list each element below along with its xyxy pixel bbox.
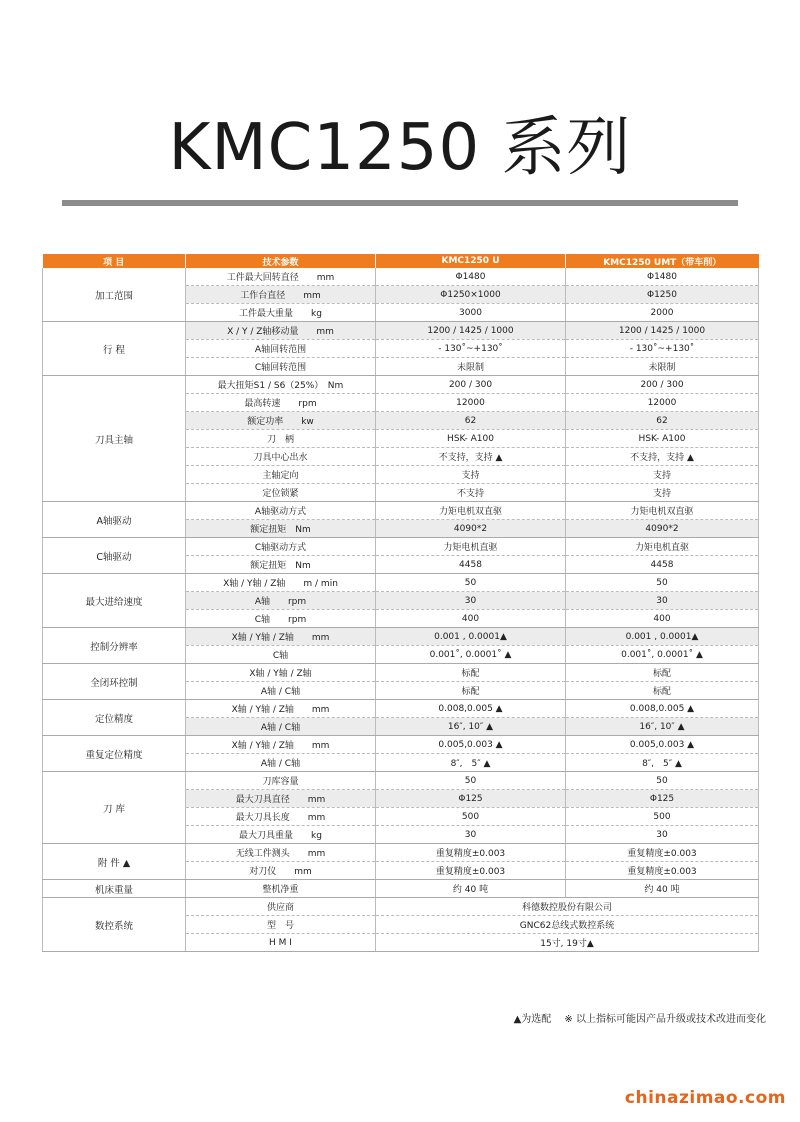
param-cell: 最大扭矩S1 / S6（25%） Nm [186,376,376,394]
page-title: KMC1250 系列 [168,111,632,185]
param-cell: C轴 rpm [186,610,376,628]
value-umt-cell: 重复精度±0.003 [566,862,759,880]
value-u-cell: 12000 [376,394,566,412]
table-row [43,376,759,394]
value-u-cell: 8″, 5″ ▲ [376,754,566,772]
value-u-cell: 重复精度±0.003 [376,862,566,880]
header-kmc1250-u: KMC1250 U [376,254,566,268]
value-u-cell: 500 [376,808,566,826]
table-row [43,322,759,340]
value-umt-cell: 约 40 吨 [566,880,759,898]
value-u-cell: 3000 [376,304,566,322]
value-umt-cell: 标配 [566,682,759,700]
param-cell: 额定扭矩 Nm [186,520,376,538]
param-cell: 定位锁紧 [186,484,376,502]
param-cell: 工作台直径 mm [186,286,376,304]
param-cell: 主轴定向 [186,466,376,484]
category-cell: 控制分辨率 [43,628,186,664]
param-cell: 刀 柄 [186,430,376,448]
value-umt-cell: 4458 [566,556,759,574]
value-umt-cell: HSK- A100 [566,430,759,448]
header-item: 项 目 [43,254,186,268]
value-u-cell: 1200 / 1425 / 1000 [376,322,566,340]
value-u-cell: 不支持，支持 ▲ [376,448,566,466]
param-cell: 供应商 [186,898,376,916]
value-umt-cell: 16″, 10″ ▲ [566,718,759,736]
param-cell: X / Y / Z轴移动量 mm [186,322,376,340]
value-umt-cell: Φ125 [566,790,759,808]
value-u-cell: Φ1250×1000 [376,286,566,304]
param-cell: 工件最大回转直径 mm [186,268,376,286]
table-row [43,880,759,898]
value-umt-cell: 4090*2 [566,520,759,538]
value-umt-cell: 力矩电机双直驱 [566,502,759,520]
param-cell: 额定功率 kw [186,412,376,430]
value-u-cell: 0.008,0.005 ▲ [376,700,566,718]
value-u-cell: 不支持 [376,484,566,502]
param-cell: X轴 / Y轴 / Z轴 [186,664,376,682]
category-cell: 定位精度 [43,700,186,736]
param-cell: X轴 / Y轴 / Z轴 mm [186,700,376,718]
value-umt-cell: 重复精度±0.003 [566,844,759,862]
table-row [43,628,759,646]
param-cell: A轴 / C轴 [186,754,376,772]
value-umt-cell: 400 [566,610,759,628]
category-cell: 全闭环控制 [43,664,186,700]
category-cell: 附 件 ▲ [43,844,186,880]
value-umt-cell: Φ1480 [566,268,759,286]
param-cell: C轴回转范围 [186,358,376,376]
param-cell: 最大刀具长度 mm [186,808,376,826]
table-row [43,664,759,682]
param-cell: A轴 / C轴 [186,718,376,736]
value-u-cell: 约 40 吨 [376,880,566,898]
value-umt-cell: 支持 [566,466,759,484]
value-u-cell: 重复精度±0.003 [376,844,566,862]
param-cell: 无线工件测头 mm [186,844,376,862]
category-cell: 机床重量 [43,880,186,898]
header-kmc1250-umt: KMC1250 UMT（带车削） [566,254,759,268]
value-u-cell: 16″, 10″ ▲ [376,718,566,736]
category-cell: 最大进给速度 [43,574,186,628]
table-row [43,844,759,862]
category-cell: 数控系统 [43,898,186,952]
param-cell: A轴回转范围 [186,340,376,358]
category-cell: 刀具主轴 [43,376,186,502]
param-cell: H M I [186,934,376,952]
value-umt-cell: 0.008,0.005 ▲ [566,700,759,718]
value-u-cell: HSK- A100 [376,430,566,448]
value-umt-cell: 0.005,0.003 ▲ [566,736,759,754]
value-u-cell: Φ125 [376,790,566,808]
category-cell: A轴驱动 [43,502,186,538]
category-cell: 加工范围 [43,268,186,322]
value-u-cell: 力矩电机双直驱 [376,502,566,520]
value-u-cell: 支持 [376,466,566,484]
value-umt-cell: 500 [566,808,759,826]
value-umt-cell: 30 [566,592,759,610]
spec-table [42,254,759,952]
table-row [43,268,759,286]
category-cell: C轴驱动 [43,538,186,574]
value-u-cell: 200 / 300 [376,376,566,394]
param-cell: 最大刀具直径 mm [186,790,376,808]
value-umt-cell: 标配 [566,664,759,682]
param-cell: A轴 rpm [186,592,376,610]
value-umt-cell: Φ1250 [566,286,759,304]
param-cell: X轴 / Y轴 / Z轴 mm [186,628,376,646]
value-u-cell: 0.001 , 0.0001▲ [376,628,566,646]
value-u-cell: 62 [376,412,566,430]
table-row [43,898,759,916]
value-umt-cell: 力矩电机直驱 [566,538,759,556]
value-u-cell: 未限制 [376,358,566,376]
value-u-cell: 0.001˚, 0.0001˚ ▲ [376,646,566,664]
value-umt-cell: 不支持，支持 ▲ [566,448,759,466]
category-cell: 行 程 [43,322,186,376]
title-divider [62,200,738,206]
value-umt-cell: 0.001 , 0.0001▲ [566,628,759,646]
value-umt-cell: - 130˚~+130˚ [566,340,759,358]
value-umt-cell: 30 [566,826,759,844]
param-cell: C轴 [186,646,376,664]
param-cell: 刀库容量 [186,772,376,790]
param-cell: 额定扭矩 Nm [186,556,376,574]
value-u-cell: 0.005,0.003 ▲ [376,736,566,754]
value-umt-cell: 支持 [566,484,759,502]
watermark: chinazimao.com [624,1088,786,1108]
param-cell: A轴驱动方式 [186,502,376,520]
value-umt-cell: 12000 [566,394,759,412]
value-merged-cell: GNC62总线式数控系统 [376,916,759,934]
param-cell: 型 号 [186,916,376,934]
value-umt-cell: 50 [566,574,759,592]
value-u-cell: 力矩电机直驱 [376,538,566,556]
value-u-cell: Φ1480 [376,268,566,286]
header-param: 技术参数 [186,254,376,268]
value-merged-cell: 15寸, 19寸▲ [376,934,759,952]
value-u-cell: 30 [376,592,566,610]
value-u-cell: 400 [376,610,566,628]
param-cell: 刀具中心出水 [186,448,376,466]
category-cell: 重复定位精度 [43,736,186,772]
category-cell: 刀 库 [43,772,186,844]
table-row [43,772,759,790]
param-cell: 最大刀具重量 kg [186,826,376,844]
value-umt-cell: 50 [566,772,759,790]
value-umt-cell: 200 / 300 [566,376,759,394]
value-umt-cell: 未限制 [566,358,759,376]
value-merged-cell: 科德数控股份有限公司 [376,898,759,916]
param-cell: X轴 / Y轴 / Z轴 mm [186,736,376,754]
value-umt-cell: 1200 / 1425 / 1000 [566,322,759,340]
value-u-cell: - 130˚~+130˚ [376,340,566,358]
footer-note: ▲为选配 ※ 以上指标可能因产品升级或技术改进而变化 [513,1014,766,1025]
table-row [43,574,759,592]
param-cell: X轴 / Y轴 / Z轴 m / min [186,574,376,592]
value-umt-cell: 8″, 5″ ▲ [566,754,759,772]
param-cell: C轴驱动方式 [186,538,376,556]
param-cell: 最高转速 rpm [186,394,376,412]
spec-table-header [43,254,759,268]
param-cell: 工件最大重量 kg [186,304,376,322]
value-u-cell: 30 [376,826,566,844]
param-cell: 对刀仪 mm [186,862,376,880]
value-umt-cell: 0.001˚, 0.0001˚ ▲ [566,646,759,664]
value-u-cell: 4090*2 [376,520,566,538]
value-umt-cell: 62 [566,412,759,430]
value-umt-cell: 2000 [566,304,759,322]
value-u-cell: 50 [376,574,566,592]
table-row [43,538,759,556]
param-cell: 整机净重 [186,880,376,898]
value-u-cell: 4458 [376,556,566,574]
value-u-cell: 标配 [376,682,566,700]
value-u-cell: 50 [376,772,566,790]
table-row [43,700,759,718]
param-cell: A轴 / C轴 [186,682,376,700]
table-row [43,736,759,754]
table-row [43,502,759,520]
value-u-cell: 标配 [376,664,566,682]
